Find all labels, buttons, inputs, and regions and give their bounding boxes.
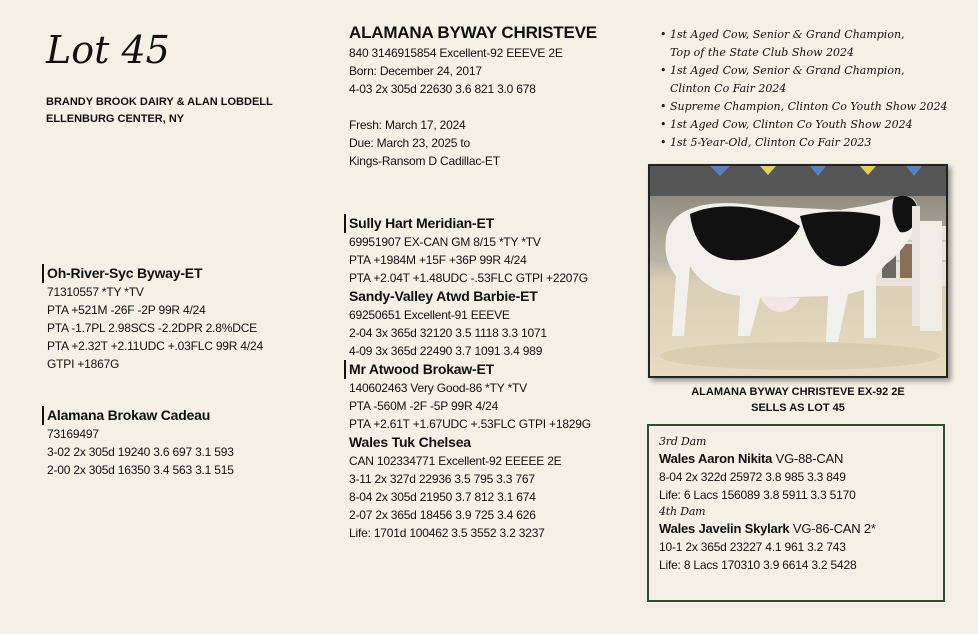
featured-cow-line: Born: December 24, 2017	[349, 64, 482, 78]
consignor	[46, 94, 273, 128]
third-dam-line: Life: 6 Lacs 156089 3.8 5911 3.3 5170	[659, 488, 856, 502]
sire-line: PTA +2.32T +2.11UDC +.03FLC 99R 4/24	[47, 339, 263, 353]
pedigree-name: Sandy-Valley Atwd Barbie-ET	[349, 288, 538, 304]
sire-name: Oh-River-Syc Byway-ET	[47, 265, 203, 281]
pedigree-name: Mr Atwood Brokaw-ET	[349, 361, 495, 377]
pedigree-line: 140602463 Very Good-86 *TY *TV	[349, 381, 527, 395]
fourth-dam-line: 10-1 2x 365d 23227 4.1 961 3.2 743	[659, 540, 846, 554]
pedigree-line: PTA +1984M +15F +36P 99R 4/24	[349, 253, 527, 267]
sire-block	[47, 264, 263, 373]
sire-line: PTA +521M -26F -2P 99R 4/24	[47, 303, 206, 317]
photo-caption-title: ALAMANA BYWAY CHRISTEVE EX-92 2E	[691, 386, 905, 398]
dam-generation-label: 4th Dam	[659, 505, 706, 518]
third-dam-classification: VG-88-CAN	[775, 451, 844, 466]
breeding-line: Fresh: March 17, 2024	[349, 118, 466, 132]
dam-line: 3-02 2x 305d 19240 3.6 697 3.1 593	[47, 445, 234, 459]
fourth-dam-classification: VG-86-CAN 2*	[792, 521, 876, 536]
third-dam-name: Wales Aaron Nikita VG-88-CAN	[659, 451, 844, 466]
award-item: • Supreme Champion, Clinton Co Youth Show 2024	[660, 98, 978, 116]
pedigree-column	[349, 214, 591, 542]
consignor-name: BRANDY BROOK DAIRY & ALAN LOBDELL	[46, 96, 273, 108]
sire-line: GTPI +1867G	[47, 357, 120, 371]
awards-list	[660, 26, 978, 152]
featured-cow	[349, 22, 597, 170]
consignor-location: ELLENBURG CENTER, NY	[46, 113, 185, 125]
pedigree-line: 69250651 Excellent-91 EEEVE	[349, 308, 510, 322]
lot-title: Lot 45	[46, 28, 170, 72]
pedigree-line: PTA +2.61T +1.67UDC +.53FLC GTPI +1829G	[349, 417, 591, 431]
photo-caption-sub: SELLS AS LOT 45	[751, 402, 845, 414]
cow-photo-illustration	[650, 166, 946, 376]
pedigree-name: Sully Hart Meridian-ET	[349, 215, 494, 231]
cow-photo	[648, 164, 948, 378]
dam-line: 73169497	[47, 427, 99, 441]
fourth-dam-line: Life: 8 Lacs 170310 3.9 6614 3.2 5428	[659, 558, 857, 572]
award-item: • 1st 5-Year-Old, Clinton Co Fair 2023	[660, 134, 978, 152]
pedigree-line: PTA +2.04T +1.48UDC -.53FLC GTPI +2207G	[349, 271, 588, 285]
award-item: • 1st Aged Cow, Clinton Co Youth Show 2024	[660, 116, 978, 134]
fourth-dam-name: Wales Javelin Skylark VG-86-CAN 2*	[659, 521, 876, 536]
breeding-line: Kings-Ransom D Cadillac-ET	[349, 154, 500, 168]
pedigree-line: 3-11 2x 327d 22936 3.5 795 3.3 767	[349, 472, 535, 486]
pedigree-line: 69951907 EX-CAN GM 8/15 *TY *TV	[349, 235, 541, 249]
third-dam-line: 8-04 2x 322d 25972 3.8 985 3.3 849	[659, 470, 846, 484]
featured-cow-name: ALAMANA BYWAY CHRISTEVE	[349, 23, 597, 42]
pedigree-line: 8-04 2x 305d 21950 3.7 812 3.1 674	[349, 490, 536, 504]
award-item: • 1st Aged Cow, Senior & Grand Champion, Clinton Co Fair 2024	[660, 62, 978, 98]
dam-block	[47, 406, 234, 479]
sire-line: PTA -1.7PL 2.98SCS -2.2DPR 2.8%DCE	[47, 321, 257, 335]
dam-name: Alamana Brokaw Cadeau	[47, 407, 211, 423]
featured-cow-line: 840 3146915854 Excellent-92 EEEVE 2E	[349, 46, 563, 60]
pedigree-line: PTA -560M -2F -5P 99R 4/24	[349, 399, 499, 413]
pedigree-line: 4-09 3x 365d 22490 3.7 1091 3.4 989	[349, 344, 543, 358]
pedigree-line: 2-07 2x 365d 18456 3.9 725 3.4 626	[349, 508, 536, 522]
photo-caption	[648, 384, 948, 416]
sire-line: 71310557 *TY *TV	[47, 285, 144, 299]
breeding-line: Due: March 23, 2025 to	[349, 136, 471, 150]
pedigree-line: 2-04 3x 365d 32120 3.5 1118 3.3 1071	[349, 326, 547, 340]
featured-cow-line: 4-03 2x 305d 22630 3.6 821 3.0 678	[349, 82, 536, 96]
pedigree-line: Life: 1701d 100462 3.5 3552 3.2 3237	[349, 526, 545, 540]
pedigree-name: Wales Tuk Chelsea	[349, 434, 471, 450]
dam-line: 2-00 2x 305d 16350 3.4 563 3.1 515	[47, 463, 234, 477]
award-item: • 1st Aged Cow, Senior & Grand Champion, Top of the State Club Show 2024	[660, 26, 978, 62]
dam-generation-label: 3rd Dam	[659, 435, 707, 448]
maternal-dams-box	[647, 424, 945, 602]
pedigree-line: CAN 102334771 Excellent-92 EEEEE 2E	[349, 454, 562, 468]
